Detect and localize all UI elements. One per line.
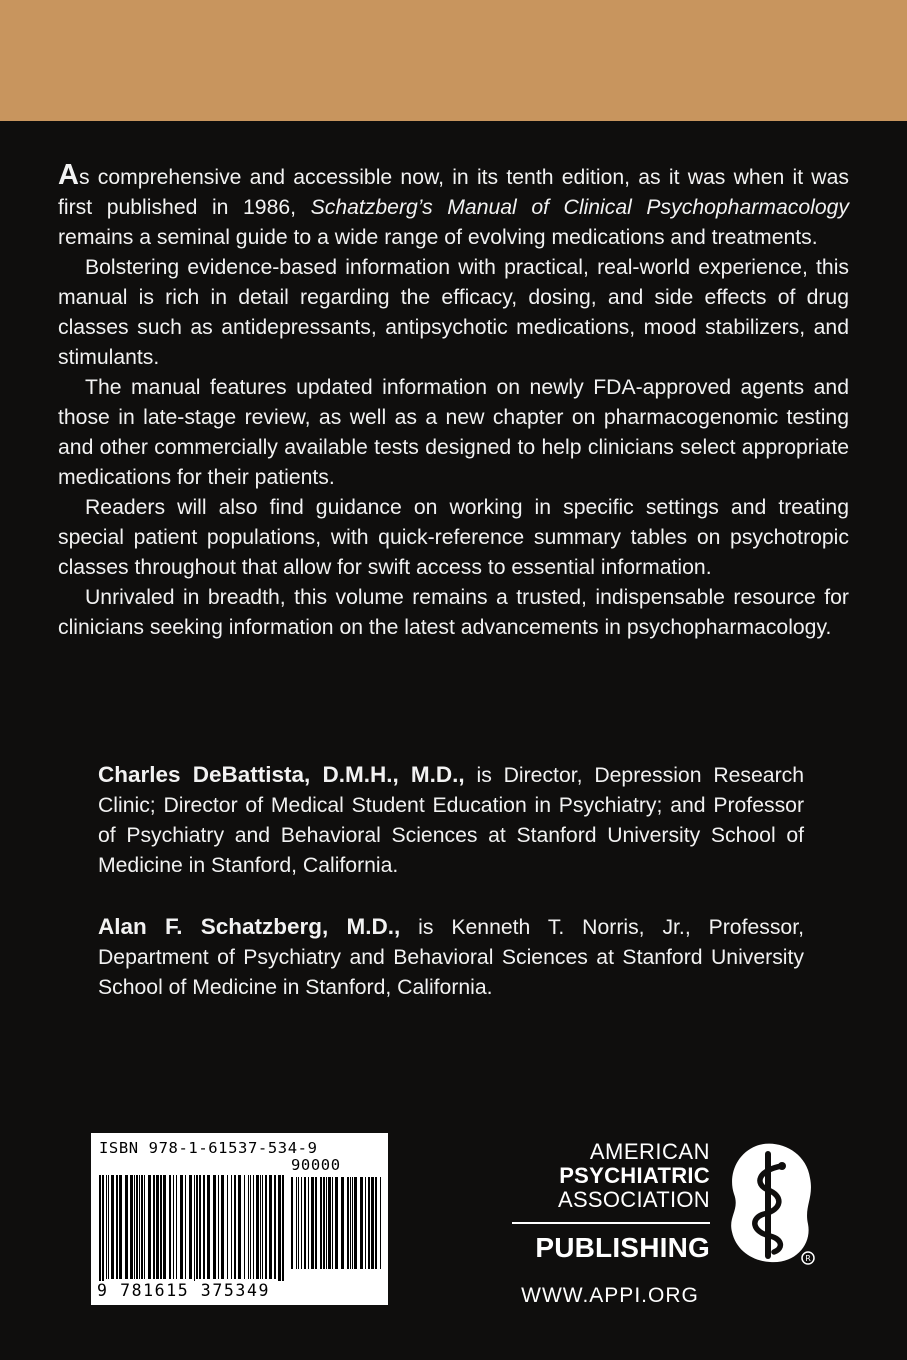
barcode-bar (218, 1175, 219, 1279)
blurb-paragraph-4: Readers will also find guidance on working in specific settings and treating special patient populations, with quick-reference summary tables on psychotropic classes throughout that allow for swift access to essential information. (58, 496, 849, 579)
isbn-barcode (91, 1133, 388, 1305)
barcode-bar (108, 1175, 109, 1279)
barcode-bar (144, 1175, 145, 1279)
barcode-bar (250, 1175, 251, 1279)
barcode-bar (160, 1175, 162, 1279)
barcode-bar (234, 1175, 236, 1279)
barcode-bar (153, 1175, 155, 1279)
barcode-bar (308, 1177, 309, 1269)
barcode-bar (328, 1177, 331, 1269)
blurb (58, 159, 849, 643)
barcode-bar (315, 1177, 317, 1269)
publisher-line-4: PUBLISHING (535, 1232, 710, 1263)
barcode-bar (301, 1177, 302, 1269)
barcode-bar (169, 1175, 171, 1279)
cover-top-band (0, 0, 907, 121)
barcode-bar (244, 1175, 245, 1279)
ean-digits: 9 781615 375349 (97, 1281, 383, 1300)
barcode-bar (326, 1177, 327, 1269)
barcode-bar (278, 1175, 281, 1287)
barcode-bar (274, 1175, 276, 1279)
blurb-paragraph-2: Bolstering evidence-based information with practical, real-world experience, this manual is rich in detail regarding the efficacy, dosing, and side effects of drug classes such as antidepressants, antipsychotic medications, mood stabilizers, and stimulants. (58, 256, 849, 369)
barcode-bar (380, 1177, 381, 1269)
barcode-bar (125, 1175, 128, 1279)
barcode-bar (354, 1177, 357, 1269)
barcode-bar (248, 1175, 249, 1279)
ean-bars (99, 1175, 285, 1287)
barcode-bar (291, 1177, 293, 1269)
barcode-bar (102, 1175, 104, 1287)
barcode-bar (194, 1175, 195, 1287)
barcode-bar (196, 1175, 198, 1279)
drop-cap: A (58, 159, 79, 191)
barcode-bar (136, 1175, 138, 1279)
publisher-website[interactable]: WWW.APPI.ORG (521, 1284, 699, 1307)
blurb-paragraph-5: Unrivaled in breadth, this volume remains a trusted, indispensable resource for clinicians seeking information on the latest advancements in psychopharmacology. (58, 586, 849, 639)
barcode-bar (298, 1177, 299, 1269)
barcode-bar (185, 1175, 186, 1279)
barcode-bar (176, 1175, 177, 1279)
barcode-bar (173, 1175, 174, 1279)
barcode-bar (199, 1175, 201, 1279)
author-bio-text: is Director, Depression Research Clinic; Director of Medical Student Education in Psychiatry; and Professor of Psychiatry and Behavioral Sciences at Stanford University School of Medicine in Stanford, California. (98, 764, 805, 877)
barcode-bar (134, 1175, 135, 1279)
barcode-bar (296, 1177, 297, 1269)
barcode-bar (311, 1177, 314, 1269)
barcode-bar (180, 1175, 183, 1279)
isbn-label: ISBN 978-1-61537-534-9 (99, 1139, 318, 1157)
barcode-bar (253, 1175, 254, 1279)
publisher-line-2: PSYCHIATRIC (559, 1163, 710, 1188)
barcode-bar (203, 1175, 205, 1279)
author-name: Charles DeBattista, D.M.H., M.D., (98, 762, 465, 787)
barcode-bar (163, 1175, 166, 1279)
barcode-bar (262, 1175, 263, 1279)
barcode-bar (368, 1177, 370, 1269)
barcode-bar (106, 1175, 107, 1279)
barcode-bar (227, 1175, 228, 1279)
barcode-bar (352, 1177, 353, 1269)
barcode-bar (323, 1177, 325, 1269)
barcode-bar (320, 1177, 322, 1269)
barcode-bar (99, 1175, 101, 1287)
barcode-bar (156, 1175, 159, 1279)
barcode-bar (238, 1175, 241, 1279)
barcode-bar (111, 1175, 114, 1279)
barcode-bar (256, 1175, 259, 1279)
barcode-bar (130, 1175, 133, 1279)
barcode-bar (207, 1175, 210, 1279)
barcode-bar (221, 1175, 224, 1279)
barcode-bar (360, 1177, 363, 1269)
barcode-bar (375, 1177, 377, 1269)
barcode-bar (139, 1175, 140, 1279)
barcode-bar (265, 1175, 267, 1279)
barcode-bar (269, 1175, 272, 1279)
barcode-bar (304, 1177, 306, 1269)
book-title: Schatzberg’s Manual of Clinical Psychopharmacology (310, 196, 849, 219)
apa-caduceus-logo (718, 1140, 818, 1270)
publisher-line-3: ASSOCIATION (557, 1187, 710, 1212)
barcode-bar (350, 1177, 351, 1269)
author-bio-text: is Kenneth T. Norris, Jr., Professor, Department of Psychiatry and Behavioral Sciences at Stanford University School of Medicine in Stanford, California. (98, 916, 804, 999)
author-bio-debattista (98, 760, 804, 881)
barcode-bar (341, 1177, 344, 1269)
author-bios (98, 760, 804, 1003)
blurb-p1-start: s comprehensive and accessible now, in its tenth edition, as it was when it was first published in 1986, (58, 166, 849, 219)
blurb-p1-end: remains a seminal guide to a wide range of evolving medications and treatments. (58, 226, 818, 249)
barcode-bar (119, 1175, 122, 1279)
barcode-bar (189, 1175, 192, 1279)
barcode-bar (347, 1177, 349, 1269)
author-name: Alan F. Schatzberg, M.D., (98, 914, 401, 939)
publisher-wordmark (500, 1140, 710, 1262)
barcode-bar (335, 1177, 338, 1269)
barcode-bar (231, 1175, 232, 1279)
barcode-bar (371, 1177, 374, 1269)
publisher-line-1: AMERICAN (589, 1139, 710, 1164)
barcode-bar (260, 1175, 261, 1279)
blurb-paragraph-3: The manual features updated information on newly FDA-approved agents and those in late-stage review, as well as a new chapter on pharmacogenomic testing and other commercially available tests designed to help clinicians select appropriate medications for their patients. (58, 376, 849, 489)
barcode-bar (141, 1175, 143, 1279)
author-bio-schatzberg (98, 912, 804, 1003)
price-code: 90000 (291, 1156, 341, 1174)
barcode-bar (213, 1175, 216, 1279)
barcode-bar (148, 1175, 151, 1279)
publisher-divider (512, 1222, 710, 1224)
blurb-paragraph-1 (58, 159, 849, 253)
barcode-bar (365, 1177, 366, 1269)
barcode-bar (282, 1175, 284, 1287)
barcode-bar (116, 1175, 118, 1279)
addon-bars (291, 1177, 381, 1285)
barcode-bar (332, 1177, 333, 1269)
svg-text:R: R (805, 1254, 811, 1263)
